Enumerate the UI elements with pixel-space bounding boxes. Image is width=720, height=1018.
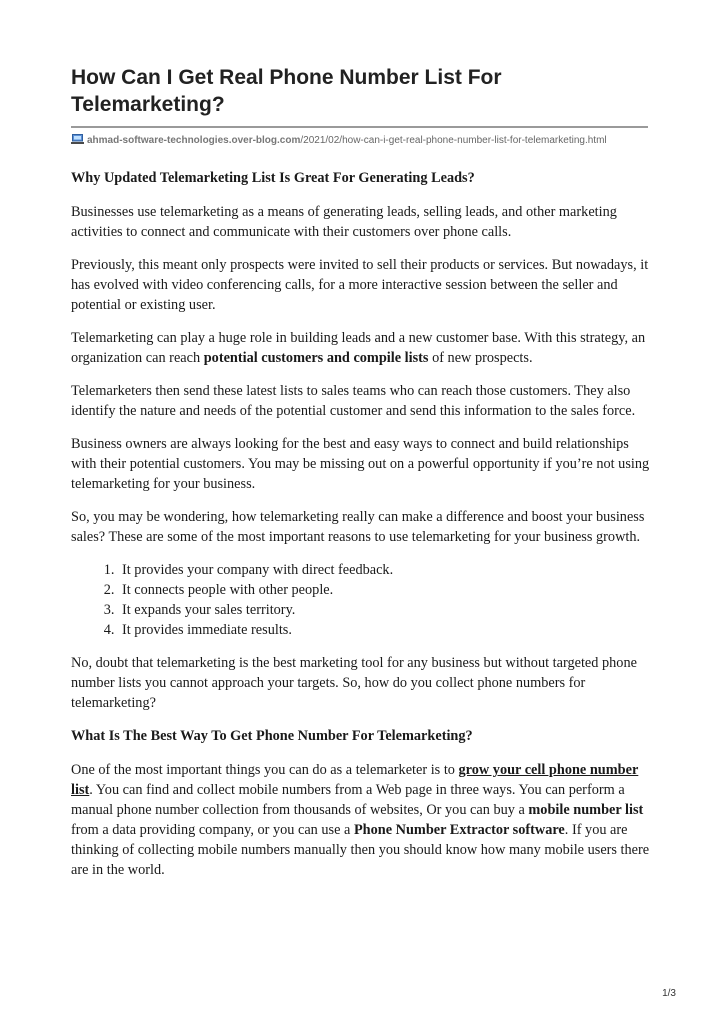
paragraph-5: Business owners are always looking for the best and easy ways to connect and build relationships with their potential customers. You may be missing out on a powerful opportunity if you’re not using telemarketing for your business. <box>71 436 650 492</box>
document-page <box>71 64 651 893</box>
paragraph-3-bold: potential customers and compile lists <box>203 350 429 366</box>
paragraph-3-text-b: of new prospects. <box>428 350 533 366</box>
source-path[interactable]: /2021/02/how-can-i-get-real-phone-number-list-for-telemarketing.html <box>300 135 607 146</box>
section-heading-why: Why Updated Telemarketing List Is Great For Generating Leads? <box>71 170 475 186</box>
list-item: 4. It provides immediate results. <box>118 620 651 640</box>
article-body <box>71 168 651 880</box>
paragraph-7: No, doubt that telemarketing is the best marketing tool for any business but without targeted phone number lists you cannot approach your targets. So, how do you collect phone numbers for telemarketing? <box>71 655 637 711</box>
extractor-software-bold: Phone Number Extractor software <box>353 822 565 838</box>
paragraph-3-text-a: Telemarketing can play a huge role in building leads and a new customer base. With this strategy, an organization can reach <box>71 330 646 366</box>
paragraph-8-text-a: One of the most important things you can do as a telemarketer is to <box>71 762 459 778</box>
reasons-list <box>71 560 651 640</box>
paragraph-1: Businesses use telemarketing as a means of generating leads, selling leads, and other marketing activities to connect and communicate with their customers over phone calls. <box>71 204 617 240</box>
paragraph-8-text-d: . If you are thinking of collecting mobile numbers manually then you should know how many mobile users there are in the world. <box>71 822 650 878</box>
mobile-number-list-bold: mobile number list <box>528 802 644 818</box>
source-site[interactable]: ahmad-software-technologies.over-blog.com <box>87 135 301 146</box>
paragraph-8 <box>71 760 651 880</box>
list-item: 1. It provides your company with direct feedback. <box>118 560 651 580</box>
list-item: 2. It connects people with other people. <box>118 580 651 600</box>
page-number: 1/3 <box>662 988 676 999</box>
title-divider <box>71 126 648 128</box>
paragraph-6: So, you may be wondering, how telemarketing really can make a difference and boost your business sales? These are some of the most important reasons to use telemarketing for your business growth. <box>71 509 645 545</box>
paragraph-3 <box>71 328 651 368</box>
paragraph-8-text-c: from a data providing company, or you can use a <box>71 822 354 838</box>
paragraph-4: Telemarketers then send these latest lists to sales teams who can reach those customers. They also identify the nature and needs of the potential customer and send this information to the sales force. <box>71 383 636 419</box>
paragraph-2: Previously, this meant only prospects were invited to sell their products or services. But nowadays, it has evolved with video conferencing calls, for a more interactive session between the seller and potential or existing user. <box>71 257 649 313</box>
source-url[interactable] <box>71 134 651 148</box>
section-heading-best-way: What Is The Best Way To Get Phone Number For Telemarketing? <box>71 728 473 744</box>
list-item: 3. It expands your sales territory. <box>118 600 651 620</box>
paragraph-8-text-b: . You can find and collect mobile numbers from a Web page in three ways. You can perform a manual phone number collection from thousands of websites, Or you can buy a <box>71 782 625 818</box>
computer-icon <box>71 134 84 144</box>
page-title: How Can I Get Real Phone Number List For Telemarketing? <box>71 66 502 116</box>
grow-cell-list-link[interactable]: grow your cell phone number list <box>71 762 639 798</box>
